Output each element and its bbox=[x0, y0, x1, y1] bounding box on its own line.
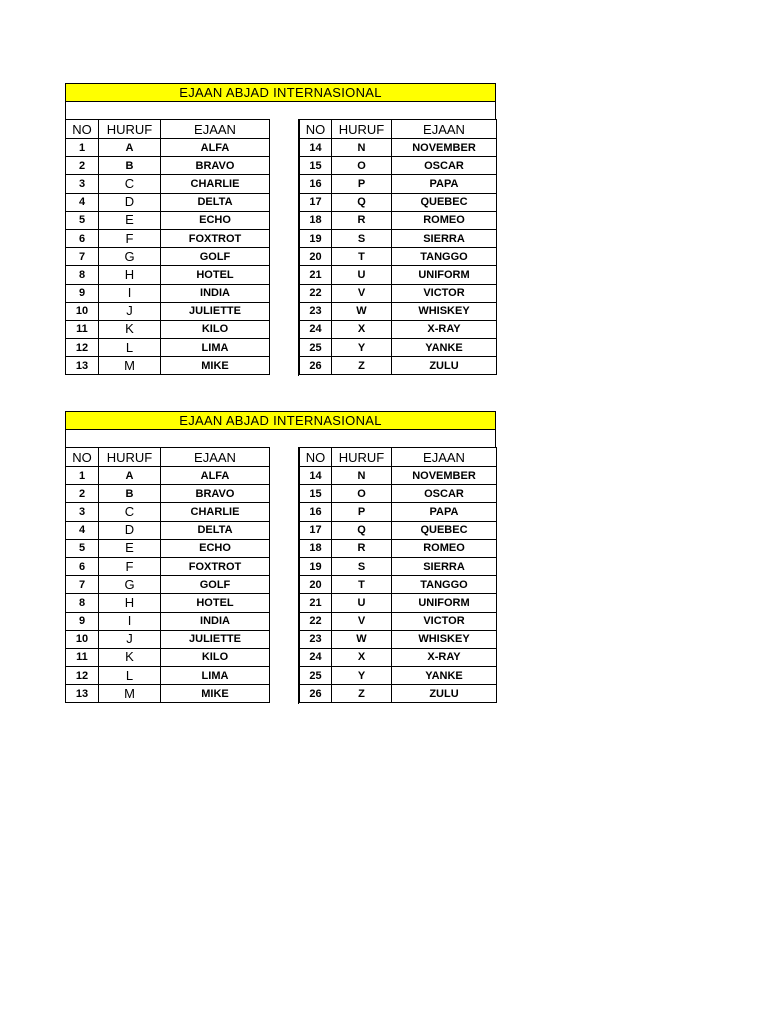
cell-huruf: X bbox=[332, 320, 392, 338]
table-row bbox=[300, 248, 497, 266]
cell-ejaan: PAPA bbox=[392, 503, 497, 521]
cell-ejaan: KILO bbox=[161, 648, 270, 666]
table-row bbox=[300, 339, 497, 357]
cell-huruf: E bbox=[99, 539, 161, 557]
cell-ejaan: JULIETTE bbox=[161, 630, 270, 648]
cell-no: 23 bbox=[300, 630, 332, 648]
table-row bbox=[300, 594, 497, 612]
cell-ejaan: X-RAY bbox=[392, 648, 497, 666]
cell-no: 3 bbox=[66, 503, 99, 521]
cell-huruf: W bbox=[332, 630, 392, 648]
table-row bbox=[66, 612, 270, 630]
table-row bbox=[300, 557, 497, 575]
table-row bbox=[66, 685, 270, 703]
cell-ejaan: ECHO bbox=[161, 211, 270, 229]
header-row bbox=[66, 120, 270, 139]
cell-ejaan: CHARLIE bbox=[161, 503, 270, 521]
cell-huruf: Y bbox=[332, 667, 392, 685]
header-row bbox=[300, 448, 497, 467]
gap-column bbox=[269, 447, 299, 704]
table-row bbox=[300, 539, 497, 557]
table-left-body bbox=[66, 139, 270, 375]
cell-ejaan: X-RAY bbox=[392, 320, 497, 338]
table-row bbox=[300, 612, 497, 630]
table-row bbox=[300, 357, 497, 375]
cell-huruf: V bbox=[332, 284, 392, 302]
cell-ejaan: MIKE bbox=[161, 357, 270, 375]
cell-ejaan: ROMEO bbox=[392, 211, 497, 229]
table-right-body bbox=[300, 139, 497, 375]
cell-huruf: G bbox=[99, 576, 161, 594]
cell-huruf: I bbox=[99, 284, 161, 302]
cell-no: 14 bbox=[300, 139, 332, 157]
cell-huruf: Q bbox=[332, 521, 392, 539]
table-row bbox=[300, 266, 497, 284]
cell-huruf: K bbox=[99, 320, 161, 338]
table-row bbox=[300, 229, 497, 247]
cell-huruf: C bbox=[99, 503, 161, 521]
table-row bbox=[66, 175, 270, 193]
cell-huruf: S bbox=[332, 557, 392, 575]
cell-huruf: B bbox=[99, 485, 161, 503]
cell-huruf: T bbox=[332, 248, 392, 266]
header-no: NO bbox=[300, 120, 332, 139]
cell-no: 7 bbox=[66, 576, 99, 594]
table-row bbox=[66, 193, 270, 211]
cell-no: 4 bbox=[66, 521, 99, 539]
cell-ejaan: HOTEL bbox=[161, 594, 270, 612]
cell-huruf: M bbox=[99, 685, 161, 703]
table-row bbox=[66, 576, 270, 594]
cell-no: 11 bbox=[66, 648, 99, 666]
cell-huruf: F bbox=[99, 557, 161, 575]
cell-ejaan: FOXTROT bbox=[161, 557, 270, 575]
cell-no: 15 bbox=[300, 157, 332, 175]
cell-no: 18 bbox=[300, 211, 332, 229]
sheet-title: EJAAN ABJAD INTERNASIONAL bbox=[65, 83, 496, 102]
cell-no: 7 bbox=[66, 248, 99, 266]
cell-no: 17 bbox=[300, 193, 332, 211]
cell-no: 1 bbox=[66, 139, 99, 157]
cell-no: 12 bbox=[66, 667, 99, 685]
table-row bbox=[300, 139, 497, 157]
cell-ejaan: PAPA bbox=[392, 175, 497, 193]
cell-ejaan: WHISKEY bbox=[392, 302, 497, 320]
cell-no: 5 bbox=[66, 211, 99, 229]
table-row bbox=[300, 685, 497, 703]
cell-ejaan: OSCAR bbox=[392, 485, 497, 503]
cell-huruf: K bbox=[99, 648, 161, 666]
cell-ejaan: LIMA bbox=[161, 339, 270, 357]
cell-no: 8 bbox=[66, 266, 99, 284]
cell-ejaan: DELTA bbox=[161, 193, 270, 211]
cell-ejaan: UNIFORM bbox=[392, 266, 497, 284]
tables-wrapper bbox=[65, 447, 496, 704]
table-left bbox=[65, 447, 270, 703]
cell-no: 26 bbox=[300, 685, 332, 703]
cell-ejaan: KILO bbox=[161, 320, 270, 338]
table-row bbox=[66, 157, 270, 175]
table-row bbox=[66, 229, 270, 247]
header-ejaan: EJAAN bbox=[392, 448, 497, 467]
table-row bbox=[300, 193, 497, 211]
table-left bbox=[65, 119, 270, 375]
cell-no: 10 bbox=[66, 302, 99, 320]
table-row bbox=[300, 211, 497, 229]
cell-no: 16 bbox=[300, 503, 332, 521]
table-row bbox=[300, 467, 497, 485]
cell-no: 1 bbox=[66, 467, 99, 485]
cell-no: 22 bbox=[300, 284, 332, 302]
gap-column bbox=[269, 119, 299, 376]
cell-ejaan: TANGGO bbox=[392, 576, 497, 594]
header-row bbox=[300, 120, 497, 139]
cell-ejaan: LIMA bbox=[161, 667, 270, 685]
cell-ejaan: ZULU bbox=[392, 685, 497, 703]
cell-no: 8 bbox=[66, 594, 99, 612]
header-huruf: HURUF bbox=[332, 448, 392, 467]
cell-huruf: V bbox=[332, 612, 392, 630]
cell-no: 20 bbox=[300, 248, 332, 266]
cell-ejaan: NOVEMBER bbox=[392, 139, 497, 157]
cell-huruf: D bbox=[99, 193, 161, 211]
cell-ejaan: NOVEMBER bbox=[392, 467, 497, 485]
table-row bbox=[66, 302, 270, 320]
cell-no: 16 bbox=[300, 175, 332, 193]
table-row bbox=[66, 467, 270, 485]
cell-ejaan: CHARLIE bbox=[161, 175, 270, 193]
cell-huruf: U bbox=[332, 594, 392, 612]
cell-ejaan: YANKE bbox=[392, 667, 497, 685]
cell-no: 11 bbox=[66, 320, 99, 338]
cell-no: 3 bbox=[66, 175, 99, 193]
spelling-sheet-1 bbox=[65, 83, 496, 376]
cell-ejaan: INDIA bbox=[161, 612, 270, 630]
cell-ejaan: BRAVO bbox=[161, 157, 270, 175]
cell-ejaan: INDIA bbox=[161, 284, 270, 302]
table-row bbox=[66, 521, 270, 539]
cell-huruf: W bbox=[332, 302, 392, 320]
cell-huruf: H bbox=[99, 594, 161, 612]
cell-ejaan: SIERRA bbox=[392, 557, 497, 575]
table-row bbox=[66, 539, 270, 557]
cell-no: 23 bbox=[300, 302, 332, 320]
blank-row bbox=[65, 430, 496, 447]
table-row bbox=[300, 302, 497, 320]
cell-huruf: G bbox=[99, 248, 161, 266]
table-right-body bbox=[300, 467, 497, 703]
table-row bbox=[300, 320, 497, 338]
table-row bbox=[66, 485, 270, 503]
header-huruf: HURUF bbox=[332, 120, 392, 139]
cell-ejaan: ZULU bbox=[392, 357, 497, 375]
header-ejaan: EJAAN bbox=[161, 120, 270, 139]
table-row bbox=[66, 667, 270, 685]
table-row bbox=[300, 157, 497, 175]
table-row bbox=[66, 503, 270, 521]
cell-huruf: J bbox=[99, 630, 161, 648]
cell-huruf: I bbox=[99, 612, 161, 630]
cell-no: 6 bbox=[66, 229, 99, 247]
cell-huruf: B bbox=[99, 157, 161, 175]
cell-huruf: Y bbox=[332, 339, 392, 357]
header-ejaan: EJAAN bbox=[161, 448, 270, 467]
cell-huruf: L bbox=[99, 339, 161, 357]
header-no: NO bbox=[66, 448, 99, 467]
cell-ejaan: GOLF bbox=[161, 248, 270, 266]
table-row bbox=[66, 320, 270, 338]
cell-ejaan: FOXTROT bbox=[161, 229, 270, 247]
table-row bbox=[66, 630, 270, 648]
cell-huruf: U bbox=[332, 266, 392, 284]
table-row bbox=[300, 630, 497, 648]
cell-ejaan: ALFA bbox=[161, 139, 270, 157]
cell-huruf: Z bbox=[332, 685, 392, 703]
cell-no: 18 bbox=[300, 539, 332, 557]
cell-no: 4 bbox=[66, 193, 99, 211]
cell-huruf: L bbox=[99, 667, 161, 685]
cell-ejaan: MIKE bbox=[161, 685, 270, 703]
tables-wrapper bbox=[65, 119, 496, 376]
cell-huruf: R bbox=[332, 211, 392, 229]
table-row bbox=[66, 648, 270, 666]
table-row bbox=[66, 557, 270, 575]
table-row bbox=[66, 248, 270, 266]
cell-huruf: C bbox=[99, 175, 161, 193]
table-row bbox=[300, 175, 497, 193]
cell-huruf: O bbox=[332, 157, 392, 175]
cell-ejaan: UNIFORM bbox=[392, 594, 497, 612]
header-huruf: HURUF bbox=[99, 448, 161, 467]
header-no: NO bbox=[300, 448, 332, 467]
cell-no: 19 bbox=[300, 557, 332, 575]
cell-huruf: J bbox=[99, 302, 161, 320]
cell-no: 13 bbox=[66, 685, 99, 703]
cell-no: 2 bbox=[66, 485, 99, 503]
cell-huruf: X bbox=[332, 648, 392, 666]
cell-no: 26 bbox=[300, 357, 332, 375]
cell-huruf: A bbox=[99, 139, 161, 157]
table-row bbox=[66, 139, 270, 157]
cell-no: 14 bbox=[300, 467, 332, 485]
cell-ejaan: ROMEO bbox=[392, 539, 497, 557]
cell-ejaan: QUEBEC bbox=[392, 521, 497, 539]
table-row bbox=[66, 284, 270, 302]
cell-no: 12 bbox=[66, 339, 99, 357]
cell-no: 13 bbox=[66, 357, 99, 375]
cell-ejaan: YANKE bbox=[392, 339, 497, 357]
cell-no: 9 bbox=[66, 612, 99, 630]
cell-no: 5 bbox=[66, 539, 99, 557]
cell-huruf: H bbox=[99, 266, 161, 284]
table-row bbox=[300, 667, 497, 685]
cell-huruf: Z bbox=[332, 357, 392, 375]
cell-no: 25 bbox=[300, 339, 332, 357]
cell-huruf: M bbox=[99, 357, 161, 375]
cell-no: 21 bbox=[300, 266, 332, 284]
cell-no: 21 bbox=[300, 594, 332, 612]
table-row bbox=[300, 521, 497, 539]
spelling-sheet-2 bbox=[65, 411, 496, 704]
cell-huruf: N bbox=[332, 467, 392, 485]
cell-ejaan: SIERRA bbox=[392, 229, 497, 247]
cell-huruf: E bbox=[99, 211, 161, 229]
cell-no: 17 bbox=[300, 521, 332, 539]
table-row bbox=[66, 339, 270, 357]
cell-no: 24 bbox=[300, 320, 332, 338]
header-ejaan: EJAAN bbox=[392, 120, 497, 139]
cell-huruf: P bbox=[332, 503, 392, 521]
cell-huruf: O bbox=[332, 485, 392, 503]
table-left-body bbox=[66, 467, 270, 703]
cell-no: 19 bbox=[300, 229, 332, 247]
cell-ejaan: BRAVO bbox=[161, 485, 270, 503]
cell-huruf: F bbox=[99, 229, 161, 247]
sheet-title: EJAAN ABJAD INTERNASIONAL bbox=[65, 411, 496, 430]
table-row bbox=[66, 594, 270, 612]
table-right bbox=[299, 119, 497, 375]
cell-huruf: R bbox=[332, 539, 392, 557]
cell-huruf: D bbox=[99, 521, 161, 539]
cell-ejaan: OSCAR bbox=[392, 157, 497, 175]
table-row bbox=[300, 284, 497, 302]
cell-huruf: A bbox=[99, 467, 161, 485]
table-row bbox=[66, 211, 270, 229]
cell-no: 2 bbox=[66, 157, 99, 175]
cell-no: 25 bbox=[300, 667, 332, 685]
cell-no: 20 bbox=[300, 576, 332, 594]
header-row bbox=[66, 448, 270, 467]
cell-ejaan: TANGGO bbox=[392, 248, 497, 266]
cell-ejaan: ALFA bbox=[161, 467, 270, 485]
header-no: NO bbox=[66, 120, 99, 139]
cell-no: 15 bbox=[300, 485, 332, 503]
cell-ejaan: GOLF bbox=[161, 576, 270, 594]
table-right bbox=[299, 447, 497, 703]
cell-ejaan: DELTA bbox=[161, 521, 270, 539]
cell-ejaan: VICTOR bbox=[392, 284, 497, 302]
cell-huruf: S bbox=[332, 229, 392, 247]
cell-ejaan: JULIETTE bbox=[161, 302, 270, 320]
header-huruf: HURUF bbox=[99, 120, 161, 139]
table-row bbox=[300, 648, 497, 666]
table-row bbox=[300, 576, 497, 594]
cell-ejaan: QUEBEC bbox=[392, 193, 497, 211]
cell-ejaan: ECHO bbox=[161, 539, 270, 557]
table-row bbox=[300, 485, 497, 503]
cell-no: 10 bbox=[66, 630, 99, 648]
cell-ejaan: VICTOR bbox=[392, 612, 497, 630]
cell-ejaan: HOTEL bbox=[161, 266, 270, 284]
cell-no: 22 bbox=[300, 612, 332, 630]
table-row bbox=[66, 357, 270, 375]
cell-huruf: N bbox=[332, 139, 392, 157]
cell-no: 24 bbox=[300, 648, 332, 666]
cell-huruf: T bbox=[332, 576, 392, 594]
cell-huruf: P bbox=[332, 175, 392, 193]
cell-ejaan: WHISKEY bbox=[392, 630, 497, 648]
table-row bbox=[300, 503, 497, 521]
table-row bbox=[66, 266, 270, 284]
blank-row bbox=[65, 102, 496, 119]
cell-huruf: Q bbox=[332, 193, 392, 211]
cell-no: 9 bbox=[66, 284, 99, 302]
cell-no: 6 bbox=[66, 557, 99, 575]
